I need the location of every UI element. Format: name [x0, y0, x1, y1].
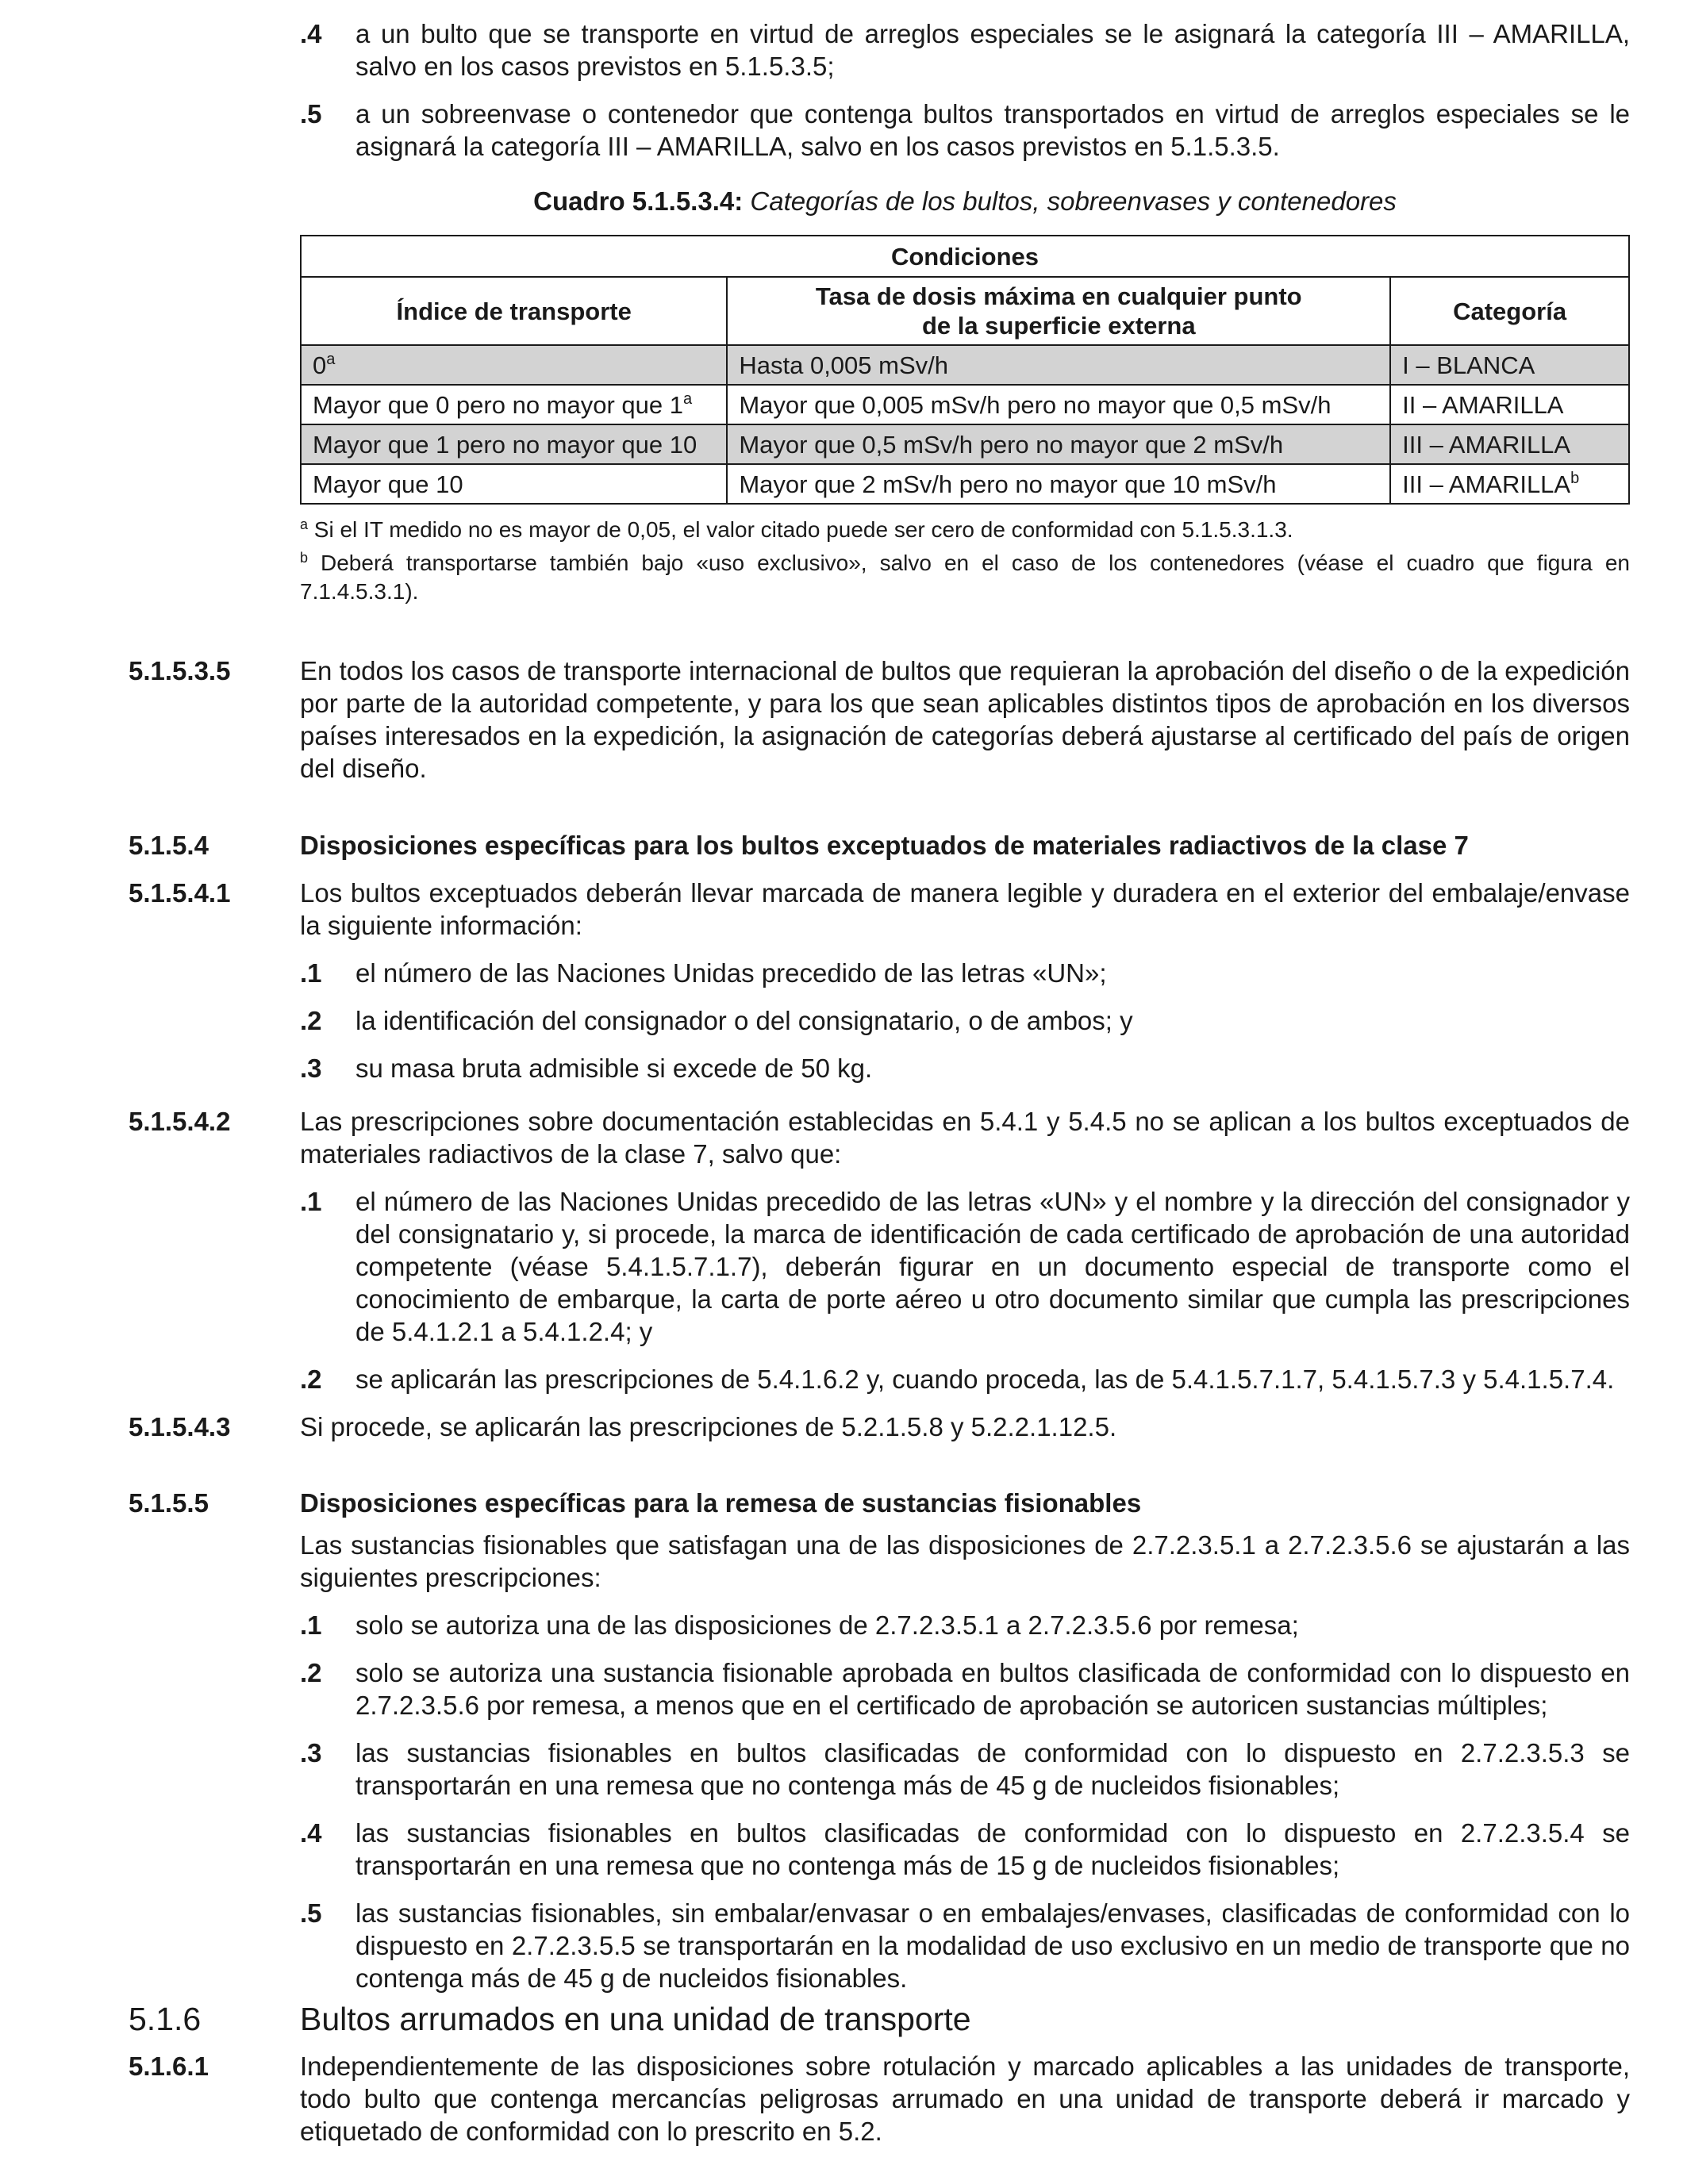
table-cell-transport-index [301, 385, 727, 424]
section-body [300, 1487, 1630, 1994]
cell-text: III – AMARILLA [1402, 470, 1571, 498]
table-header-row [301, 277, 1629, 345]
top-list [300, 17, 1630, 163]
section-body [300, 877, 1630, 1084]
section-paragraph: En todos los casos de transporte internacional de bultos que requieran la aprobación del diseño o de la expedición por parte de la autoridad competente, y para los que sean aplicables distintos tipos de aprobación en los diversos países interesados en la expedición, la asignación de categorías deberá ajustarse al certificado del país de origen del diseño. [300, 656, 1630, 783]
chapter-number: 5.1.6 [129, 2001, 202, 2037]
table-cell-category [1390, 464, 1629, 504]
list-item-text: a un sobreenvase o contenedor que contenga bultos transportados en virtud de arreglos especiales se le asignará la categoría III – AMARILLA, salvo en los casos previstos en 5.1.5.3.5. [355, 99, 1630, 161]
table-cell-transport-index [301, 464, 727, 504]
list-item-label: .5 [300, 1898, 322, 1928]
list-item [300, 1004, 1630, 1037]
list-item-text: el número de las Naciones Unidas precedido de las letras «UN» y el nombre y la dirección del consignador y del consignatario y, si procede, la marca de identificación de cada certificado de aprobación de una autoridad competente (véase 5.4.1.5.7.1.7), deberán figurar en un documento especial de transporte como el conocimiento de embarque, la carta de porte aéreo u otro documento similar que cumpla las prescripciones de 5.4.1.2.1 a 5.4.1.2.4; y [355, 1187, 1630, 1346]
list-item-label: .4 [300, 19, 322, 48]
section-number: 5.1.5.5 [129, 1488, 209, 1518]
list-item-text: solo se autoriza una de las disposiciones de 2.7.2.3.5.1 a 2.7.2.3.5.6 por remesa; [355, 1610, 1299, 1640]
table-cell-category [1390, 385, 1629, 424]
table-row [301, 345, 1629, 385]
column-header-dose-rate-line1: Tasa de dosis máxima en cualquier punto [815, 282, 1302, 310]
table-cell-transport-index [301, 345, 727, 385]
table-cell-dose-rate: Mayor que 0,005 mSv/h pero no mayor que 0,5 mSv/h [727, 385, 1390, 424]
list-item [300, 1185, 1630, 1348]
column-header-category: Categoría [1390, 277, 1629, 345]
list-item [300, 17, 1630, 83]
list-item-label: .3 [300, 1054, 322, 1083]
list-item-text: el número de las Naciones Unidas precedido de las letras «UN»; [355, 958, 1107, 988]
table-group-header: Condiciones [301, 236, 1629, 277]
item-list [300, 1185, 1630, 1395]
item-list [300, 1609, 1630, 1994]
table-cell-transport-index [301, 424, 727, 464]
list-item-label: .2 [300, 1365, 322, 1394]
section-heading: Disposiciones específicas para la remesa de sustancias fisionables [300, 1488, 1142, 1518]
list-item-label: .4 [300, 1818, 322, 1848]
table-cell-dose-rate: Hasta 0,005 mSv/h [727, 345, 1390, 385]
item-list [300, 957, 1630, 1084]
cell-text: III – AMARILLA [1402, 430, 1571, 459]
list-item-text: solo se autoriza una sustancia fisionable aprobada en bultos clasificada de conformidad con lo dispuesto en 2.7.2.3.5.6 por remesa, a menos que en el certificado de aprobación se autoricen sustancias múltiples; [355, 1658, 1630, 1720]
footnote-text: Si el IT medido no es mayor de 0,05, el valor citado puede ser cero de conformidad con 5.1.5.3.1.3. [313, 517, 1293, 542]
cell-text: Mayor que 10 [313, 470, 463, 498]
list-item [300, 1656, 1630, 1721]
list-item [300, 1817, 1630, 1882]
list-item-label: .1 [300, 1610, 322, 1640]
list-item [300, 1609, 1630, 1641]
list-item [300, 1737, 1630, 1802]
list-item-label: .1 [300, 1187, 322, 1216]
list-item [300, 1052, 1630, 1084]
list-item-text: la identificación del consignador o del consignatario, o de ambos; y [355, 1006, 1133, 1035]
section-number: 5.1.5.4.2 [129, 1107, 231, 1136]
list-item-label: .3 [300, 1738, 322, 1768]
list-item-label: .2 [300, 1658, 322, 1687]
table-row [301, 424, 1629, 464]
footnote-mark: a [326, 350, 336, 368]
table-caption [300, 185, 1630, 217]
list-item-label: .2 [300, 1006, 322, 1035]
section-number: 5.1.5.4.3 [129, 1412, 231, 1441]
cell-text: 0 [313, 351, 327, 379]
list-item-label: .5 [300, 99, 322, 129]
table-caption-number: Cuadro 5.1.5.3.4: [533, 186, 744, 216]
list-item-text: las sustancias fisionables en bultos clasificadas de conformidad con lo dispuesto en 2.7.2.3.5.3 se transportarán en una remesa que no contenga más de 45 g de nucleidos fisionables; [355, 1738, 1630, 1800]
column-header-transport-index: Índice de transporte [301, 277, 727, 345]
table-row [301, 385, 1629, 424]
cell-text: II – AMARILLA [1402, 390, 1564, 419]
categories-table [300, 235, 1630, 505]
table-footnote-b [300, 549, 1630, 606]
list-item-text: las sustancias fisionables, sin embalar/envasar o en embalajes/envases, clasificadas de conformidad con lo dispuesto en 2.7.2.3.5.5 se transportarán en la modalidad de uso exclusivo en un medio de transporte que no contenga más de 45 g de nucleidos fisionables. [355, 1898, 1630, 1993]
cell-text: Mayor que 0 pero no mayor que 1 [313, 390, 683, 419]
chapter-heading: Bultos arrumados en una unidad de transporte [300, 2001, 971, 2037]
section-body [300, 1105, 1630, 1395]
list-item [300, 957, 1630, 989]
footnote-mark: a [683, 390, 693, 408]
section-paragraph: Los bultos exceptuados deberán llevar marcada de manera legible y duradera en el exterior del embalaje/envase la siguiente información: [300, 878, 1630, 940]
list-item-label: .1 [300, 958, 322, 988]
list-item-text: su masa bruta admisible si excede de 50 kg. [355, 1054, 873, 1083]
footnote-mark: b [300, 550, 309, 566]
table-caption-title: Categorías de los bultos, sobreenvases y contenedores [750, 186, 1397, 216]
footnote-text: Deberá transportarse también bajo «uso exclusivo», salvo en el caso de los contenedores (véase el cuadro que figura en 7.1.4.5.3.1). [300, 551, 1630, 604]
list-item [300, 98, 1630, 163]
section-paragraph: Si procede, se aplicarán las prescripciones de 5.2.1.5.8 y 5.2.2.1.12.5. [300, 1412, 1117, 1441]
footnote-mark: b [1570, 469, 1580, 487]
table-group-header-row [301, 236, 1629, 277]
section-paragraph: Independientemente de las disposiciones sobre rotulación y marcado aplicables a las unidades de transporte, todo bulto que contenga mercancías peligrosas arrumado en una unidad de transporte deberá ir marcado y etiquetado de conformidad con lo prescrito en 5.2. [300, 2052, 1630, 2146]
table-cell-dose-rate: Mayor que 2 mSv/h pero no mayor que 10 mSv/h [727, 464, 1390, 504]
section-heading: Disposiciones específicas para los bultos exceptuados de materiales radiactivos de la clase 7 [300, 831, 1469, 860]
list-item-text: se aplicarán las prescripciones de 5.4.1.6.2 y, cuando proceda, las de 5.4.1.5.7.1.7, 5.4.1.5.7.3 y 5.4.1.5.7.4. [355, 1365, 1615, 1394]
table-cell-dose-rate: Mayor que 0,5 mSv/h pero no mayor que 2 mSv/h [727, 424, 1390, 464]
section-paragraph: Las sustancias fisionables que satisfagan una de las disposiciones de 2.7.2.3.5.1 a 2.7.2.3.5.6 se ajustarán a las siguientes prescripciones: [300, 1530, 1630, 1592]
column-header-dose-rate [727, 277, 1390, 345]
cell-text: Mayor que 1 pero no mayor que 10 [313, 430, 697, 459]
table-cell-category [1390, 345, 1629, 385]
list-item [300, 1363, 1630, 1395]
footnote-mark: a [300, 516, 309, 532]
cell-text: I – BLANCA [1402, 351, 1535, 379]
table-row [301, 464, 1629, 504]
list-item [300, 1897, 1630, 1994]
section-number: 5.1.5.4.1 [129, 878, 231, 908]
list-item-text: a un bulto que se transporte en virtud de arreglos especiales se le asignará la categoría III – AMARILLA, salvo en los casos previstos en 5.1.5.3.5; [355, 19, 1630, 81]
section-paragraph: Las prescripciones sobre documentación establecidas en 5.4.1 y 5.4.5 no se aplican a los bultos exceptuados de materiales radiactivos de la clase 7, salvo que: [300, 1107, 1630, 1169]
table-cell-category [1390, 424, 1629, 464]
table-footnote-a [300, 516, 1630, 544]
section-number: 5.1.5.3.5 [129, 656, 231, 685]
section-number: 5.1.6.1 [129, 2052, 209, 2081]
section-number: 5.1.5.4 [129, 831, 209, 860]
column-header-dose-rate-line2: de la superficie externa [921, 312, 1196, 340]
list-item-text: las sustancias fisionables en bultos clasificadas de conformidad con lo dispuesto en 2.7.2.3.5.4 se transportarán en una remesa que no contenga más de 15 g de nucleidos fisionables; [355, 1818, 1630, 1880]
